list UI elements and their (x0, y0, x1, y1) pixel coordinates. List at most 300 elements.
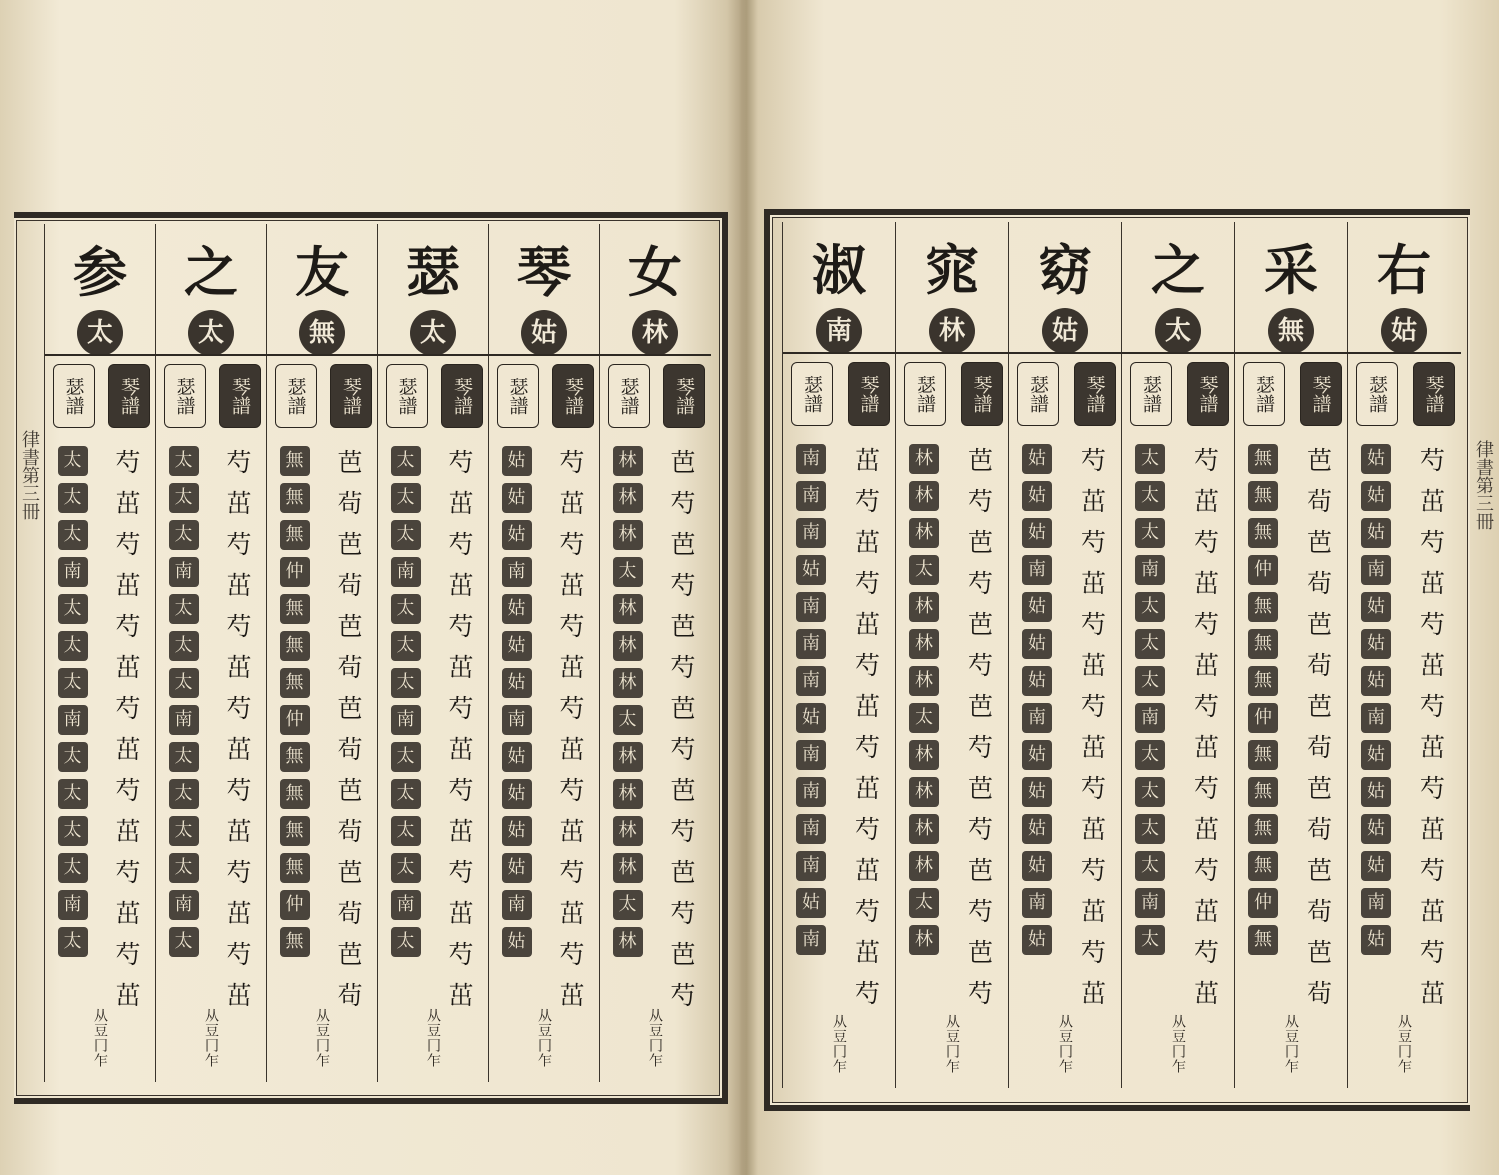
qin-cell: 茁 (226, 489, 252, 518)
se-note-cell: 姑 (1361, 444, 1391, 474)
qin-cell: 茁 (115, 735, 141, 764)
music-column (1347, 222, 1460, 1088)
qin-cell: 芍 (1080, 774, 1106, 803)
se-note-cell: 姑 (502, 520, 532, 550)
qin-cell: 芍 (1080, 528, 1106, 557)
qin-cell: 茍 (1306, 733, 1332, 762)
qin-cell: 芭 (670, 940, 696, 969)
qin-cell: 芭 (337, 448, 363, 477)
pitch-note-badge: 太 (410, 310, 456, 356)
qin-tablature-cells (1405, 444, 1461, 1018)
qin-tablature (434, 362, 489, 1082)
qin-tablature-cells (323, 446, 378, 1020)
se-note-cell: 太 (169, 816, 199, 846)
qin-cell: 茍 (337, 817, 363, 846)
se-note-cell: 南 (58, 705, 88, 735)
qin-cell: 茁 (854, 938, 880, 967)
se-note-cell: 太 (613, 705, 643, 735)
se-note-cell: 林 (613, 853, 643, 883)
se-note-cell: 太 (1135, 444, 1165, 474)
footer-text: 从豆冂乍 (647, 1008, 663, 1068)
se-note-cell: 太 (391, 816, 421, 846)
footer-text: 从豆冂乍 (203, 1008, 219, 1068)
qin-cell: 芍 (448, 530, 474, 559)
qin-tablature-cells (1179, 444, 1235, 1018)
qin-cell: 芍 (559, 694, 585, 723)
se-note-cell: 南 (796, 666, 826, 696)
qin-cell: 茁 (1193, 733, 1219, 762)
qin-cell: 茁 (1080, 569, 1106, 598)
qin-cell: 芭 (967, 856, 993, 885)
qin-tablature-cells (656, 446, 711, 1020)
qin-cell: 芍 (115, 776, 141, 805)
qin-cell: 芍 (1193, 856, 1219, 885)
se-note-cell: 姑 (1022, 518, 1052, 548)
se-note-cell: 南 (1135, 703, 1165, 733)
qin-cell: 芍 (670, 817, 696, 846)
header-separator (896, 352, 1009, 354)
se-tablature-cells (45, 446, 100, 964)
se-tablature-label: 瑟譜 (53, 364, 95, 428)
pitch-note-badge: 林 (929, 308, 975, 354)
qin-cell: 芍 (1419, 856, 1445, 885)
se-tablature (1009, 360, 1065, 1088)
se-note-cell: 南 (796, 740, 826, 770)
se-note-cell: 林 (909, 444, 939, 474)
qin-cell: 芍 (1080, 446, 1106, 475)
qin-cell: 芭 (670, 530, 696, 559)
qin-tablature-label: 琴譜 (330, 364, 372, 428)
pitch-note-badge: 太 (1155, 308, 1201, 354)
qin-cell: 芍 (226, 612, 252, 641)
se-note-cell: 姑 (1022, 666, 1052, 696)
se-note-cell: 南 (1135, 888, 1165, 918)
se-note-cell: 南 (796, 481, 826, 511)
music-column (44, 224, 155, 1082)
qin-cell: 茁 (448, 817, 474, 846)
se-tablature-cells (489, 446, 544, 964)
qin-tablature-label: 琴譜 (108, 364, 150, 428)
se-note-cell: 太 (1135, 629, 1165, 659)
qin-cell: 茁 (559, 899, 585, 928)
se-note-cell: 林 (613, 779, 643, 809)
qin-cell: 芍 (854, 487, 880, 516)
lyric-character: 右 (1377, 238, 1431, 302)
qin-cell: 茁 (854, 610, 880, 639)
se-note-cell: 太 (1135, 592, 1165, 622)
spine-fold (727, 0, 757, 1175)
pitch-note-badge: 姑 (1042, 308, 1088, 354)
se-note-cell: 無 (1248, 777, 1278, 807)
se-note-cell: 太 (1135, 481, 1165, 511)
qin-cell: 茍 (337, 735, 363, 764)
qin-cell: 芭 (967, 774, 993, 803)
qin-cell: 芭 (670, 448, 696, 477)
qin-cell: 芍 (670, 735, 696, 764)
se-note-cell: 姑 (1022, 925, 1052, 955)
music-column (1121, 222, 1234, 1088)
music-column (895, 222, 1008, 1088)
se-note-cell: 南 (391, 705, 421, 735)
se-note-cell: 無 (280, 927, 310, 957)
se-note-cell: 太 (1135, 814, 1165, 844)
se-note-cell: 無 (1248, 666, 1278, 696)
se-tablature-cells (1009, 444, 1065, 962)
header-separator (783, 352, 896, 354)
se-note-cell: 姑 (1361, 740, 1391, 770)
se-note-cell: 太 (391, 446, 421, 476)
se-note-cell: 仲 (280, 557, 310, 587)
qin-tablature-label: 琴譜 (961, 362, 1003, 426)
se-note-cell: 南 (169, 890, 199, 920)
music-column (1008, 222, 1121, 1088)
se-note-cell: 林 (613, 483, 643, 513)
se-note-cell: 姑 (1361, 814, 1391, 844)
qin-cell: 芍 (448, 694, 474, 723)
qin-cell: 茁 (226, 735, 252, 764)
qin-cell: 芍 (854, 651, 880, 680)
qin-cell: 芍 (1419, 774, 1445, 803)
se-note-cell: 無 (280, 668, 310, 698)
se-tablature-cells (267, 446, 322, 964)
column-footer (45, 1008, 155, 1068)
se-note-cell: 姑 (1022, 444, 1052, 474)
se-note-cell: 無 (1248, 592, 1278, 622)
se-note-cell: 太 (58, 742, 88, 772)
qin-cell: 芍 (967, 733, 993, 762)
qin-cell: 茁 (1193, 979, 1219, 1008)
se-note-cell: 太 (1135, 777, 1165, 807)
qin-cell: 芍 (1080, 692, 1106, 721)
qin-cell: 芭 (1306, 528, 1332, 557)
footer-text: 从豆冂乍 (536, 1008, 552, 1068)
qin-cell: 茁 (1419, 979, 1445, 1008)
se-note-cell: 太 (169, 594, 199, 624)
qin-cell: 茁 (115, 489, 141, 518)
qin-cell: 芍 (670, 489, 696, 518)
qin-cell: 芭 (967, 528, 993, 557)
qin-cell: 芍 (670, 899, 696, 928)
qin-tablature-label: 琴譜 (1413, 362, 1455, 426)
se-note-cell: 姑 (1361, 592, 1391, 622)
qin-cell: 茍 (1306, 815, 1332, 844)
se-note-cell: 無 (1248, 851, 1278, 881)
se-tablature-cells (600, 446, 655, 964)
qin-cell: 茁 (226, 817, 252, 846)
column-footer (1348, 1014, 1460, 1074)
qin-cell: 芍 (1193, 774, 1219, 803)
qin-cell: 芭 (337, 694, 363, 723)
qin-cell: 芭 (1306, 938, 1332, 967)
se-note-cell: 姑 (1022, 592, 1052, 622)
qin-cell: 芍 (967, 487, 993, 516)
qin-cell: 芍 (967, 569, 993, 598)
footer-text: 从豆冂乍 (1396, 1014, 1412, 1074)
qin-tablature (953, 360, 1009, 1088)
se-note-cell: 林 (613, 446, 643, 476)
se-note-cell: 無 (280, 779, 310, 809)
qin-cell: 茁 (1080, 979, 1106, 1008)
se-note-cell: 太 (169, 927, 199, 957)
qin-cell: 茁 (226, 571, 252, 600)
qin-tablature-cells (212, 446, 267, 1020)
se-note-cell: 太 (58, 520, 88, 550)
qin-cell: 芍 (1080, 610, 1106, 639)
qin-cell: 芭 (670, 694, 696, 723)
se-note-cell: 姑 (502, 483, 532, 513)
se-tablature-label: 瑟譜 (1017, 362, 1059, 426)
qin-cell: 芍 (670, 653, 696, 682)
column-footer (156, 1008, 266, 1068)
qin-cell: 芭 (337, 858, 363, 887)
qin-tablature-label: 琴譜 (1074, 362, 1116, 426)
se-note-cell: 南 (1361, 703, 1391, 733)
se-note-cell: 南 (796, 925, 826, 955)
se-tablature-label: 瑟譜 (497, 364, 539, 428)
lyric-character: 采 (1264, 238, 1318, 302)
qin-cell: 茁 (1193, 651, 1219, 680)
se-note-cell: 無 (280, 742, 310, 772)
lyric-character: 琴 (517, 240, 571, 304)
se-note-cell: 林 (613, 631, 643, 661)
qin-cell: 芍 (854, 569, 880, 598)
qin-cell: 芍 (1193, 610, 1219, 639)
qin-cell: 芍 (854, 815, 880, 844)
qin-cell: 芍 (559, 448, 585, 477)
footer-text: 从豆冂乍 (831, 1014, 847, 1074)
se-note-cell: 太 (58, 779, 88, 809)
se-tablature-cells (1235, 444, 1291, 962)
qin-cell: 芍 (1419, 692, 1445, 721)
se-tablature (1122, 360, 1178, 1088)
qin-cell: 芍 (967, 979, 993, 1008)
qin-cell: 芭 (670, 858, 696, 887)
se-note-cell: 無 (1248, 925, 1278, 955)
footer-text: 从豆冂乍 (92, 1008, 108, 1068)
se-note-cell: 太 (58, 594, 88, 624)
se-note-cell: 太 (909, 888, 939, 918)
se-note-cell: 林 (909, 481, 939, 511)
se-note-cell: 南 (1022, 555, 1052, 585)
qin-cell: 茁 (1080, 815, 1106, 844)
qin-cell: 茁 (115, 981, 141, 1010)
se-note-cell: 無 (1248, 629, 1278, 659)
qin-cell: 茍 (1306, 487, 1332, 516)
qin-tablature-label: 琴譜 (219, 364, 261, 428)
se-note-cell: 太 (169, 853, 199, 883)
pitch-note-badge: 姑 (1381, 308, 1427, 354)
lyric-character: 窕 (925, 238, 979, 302)
se-note-cell: 仲 (280, 705, 310, 735)
qin-cell: 芍 (1419, 610, 1445, 639)
header-separator (1122, 352, 1235, 354)
header-separator (378, 354, 489, 356)
music-column (155, 224, 266, 1082)
se-tablature (1348, 360, 1404, 1088)
qin-tablature (656, 362, 711, 1082)
qin-cell: 芍 (226, 530, 252, 559)
qin-cell: 芍 (226, 858, 252, 887)
qin-cell: 芭 (670, 612, 696, 641)
se-note-cell: 林 (909, 851, 939, 881)
pitch-note-badge: 姑 (521, 310, 567, 356)
qin-cell: 茁 (1419, 897, 1445, 926)
se-note-cell: 林 (613, 594, 643, 624)
footer-text: 从豆冂乍 (314, 1008, 330, 1068)
se-tablature (156, 362, 211, 1082)
se-tablature (783, 360, 839, 1088)
qin-cell: 茁 (854, 446, 880, 475)
se-tablature-label: 瑟譜 (791, 362, 833, 426)
se-note-cell: 姑 (502, 742, 532, 772)
se-note-cell: 太 (391, 927, 421, 957)
se-note-cell: 姑 (1361, 851, 1391, 881)
qin-cell: 芭 (337, 612, 363, 641)
qin-cell: 茁 (854, 528, 880, 557)
qin-cell: 芍 (854, 733, 880, 762)
header-separator (45, 354, 156, 356)
column-footer (600, 1008, 710, 1068)
qin-cell: 茁 (448, 653, 474, 682)
qin-cell: 芭 (337, 776, 363, 805)
qin-cell: 芍 (115, 530, 141, 559)
se-note-cell: 姑 (502, 779, 532, 809)
qin-tablature (212, 362, 267, 1082)
se-note-cell: 太 (391, 520, 421, 550)
qin-cell: 茍 (1306, 979, 1332, 1008)
se-note-cell: 太 (169, 446, 199, 476)
qin-cell: 茁 (226, 899, 252, 928)
qin-cell: 茁 (559, 981, 585, 1010)
qin-cell: 芍 (559, 776, 585, 805)
pitch-note-badge: 林 (632, 310, 678, 356)
se-note-cell: 太 (58, 631, 88, 661)
qin-cell: 茁 (1080, 733, 1106, 762)
se-note-cell: 南 (391, 890, 421, 920)
qin-cell: 茍 (1306, 651, 1332, 680)
qin-cell: 芭 (967, 938, 993, 967)
qin-cell: 茁 (1419, 487, 1445, 516)
qin-cell: 芍 (559, 530, 585, 559)
se-note-cell: 林 (909, 666, 939, 696)
qin-tablature-cells (953, 444, 1009, 1018)
qin-tablature-label: 琴譜 (848, 362, 890, 426)
se-note-cell: 姑 (502, 594, 532, 624)
se-tablature-label: 瑟譜 (904, 362, 946, 426)
qin-cell: 芍 (854, 979, 880, 1008)
qin-cell: 茁 (1080, 651, 1106, 680)
qin-cell: 茍 (337, 489, 363, 518)
se-note-cell: 林 (909, 592, 939, 622)
music-column (782, 222, 895, 1088)
se-note-cell: 姑 (1361, 481, 1391, 511)
se-note-cell: 南 (1135, 555, 1165, 585)
se-note-cell: 太 (169, 779, 199, 809)
se-note-cell: 林 (909, 814, 939, 844)
se-note-cell: 姑 (502, 927, 532, 957)
se-tablature (1235, 360, 1291, 1088)
qin-cell: 茍 (337, 571, 363, 600)
left-edge-title: 律書第三冊 (19, 430, 40, 520)
qin-tablature (1179, 360, 1235, 1088)
se-note-cell: 太 (58, 927, 88, 957)
qin-cell: 芭 (1306, 446, 1332, 475)
se-note-cell: 太 (58, 853, 88, 883)
header-separator (489, 354, 600, 356)
qin-cell: 茁 (226, 981, 252, 1010)
se-note-cell: 太 (391, 631, 421, 661)
pitch-note-badge: 太 (77, 310, 123, 356)
se-note-cell: 南 (1022, 888, 1052, 918)
se-note-cell: 南 (1361, 555, 1391, 585)
se-note-cell: 南 (796, 592, 826, 622)
se-note-cell: 太 (169, 631, 199, 661)
qin-cell: 芍 (1419, 528, 1445, 557)
se-note-cell: 林 (909, 925, 939, 955)
se-note-cell: 姑 (796, 555, 826, 585)
qin-cell: 芍 (226, 776, 252, 805)
qin-cell: 芭 (967, 610, 993, 639)
qin-cell: 芍 (1080, 938, 1106, 967)
qin-cell: 芍 (967, 815, 993, 844)
se-note-cell: 林 (909, 740, 939, 770)
qin-cell: 茁 (854, 774, 880, 803)
lyric-character: 友 (295, 240, 349, 304)
se-note-cell: 南 (502, 705, 532, 735)
qin-cell: 茁 (854, 692, 880, 721)
lyric-character: 参 (73, 240, 127, 304)
se-note-cell: 太 (613, 557, 643, 587)
qin-cell: 茁 (559, 489, 585, 518)
se-note-cell: 姑 (796, 703, 826, 733)
se-note-cell: 林 (613, 520, 643, 550)
se-note-cell: 姑 (1022, 481, 1052, 511)
qin-cell: 芍 (1419, 938, 1445, 967)
lyric-character: 淑 (812, 238, 866, 302)
se-tablature-label: 瑟譜 (1356, 362, 1398, 426)
se-note-cell: 姑 (502, 446, 532, 476)
qin-cell: 茁 (1419, 815, 1445, 844)
se-note-cell: 無 (280, 446, 310, 476)
qin-cell: 茁 (559, 735, 585, 764)
se-tablature-cells (1348, 444, 1404, 962)
se-note-cell: 姑 (1022, 629, 1052, 659)
qin-tablature-cells (840, 444, 896, 1018)
qin-cell: 芍 (226, 448, 252, 477)
qin-cell: 芍 (115, 940, 141, 969)
se-note-cell: 林 (909, 629, 939, 659)
column-footer (1009, 1014, 1121, 1074)
qin-cell: 芍 (1080, 856, 1106, 885)
qin-cell: 茁 (1193, 815, 1219, 844)
se-note-cell: 無 (280, 520, 310, 550)
qin-tablature (323, 362, 378, 1082)
se-note-cell: 太 (169, 668, 199, 698)
pitch-note-badge: 太 (188, 310, 234, 356)
qin-cell: 芭 (967, 446, 993, 475)
se-note-cell: 林 (909, 777, 939, 807)
header-separator (1009, 352, 1122, 354)
se-note-cell: 太 (1135, 666, 1165, 696)
se-note-cell: 太 (169, 483, 199, 513)
qin-cell: 芍 (670, 981, 696, 1010)
qin-tablature (545, 362, 600, 1082)
footer-text: 从豆冂乍 (1170, 1014, 1186, 1074)
se-note-cell: 太 (169, 520, 199, 550)
se-note-cell: 南 (796, 518, 826, 548)
column-footer (267, 1008, 377, 1068)
se-note-cell: 太 (909, 703, 939, 733)
